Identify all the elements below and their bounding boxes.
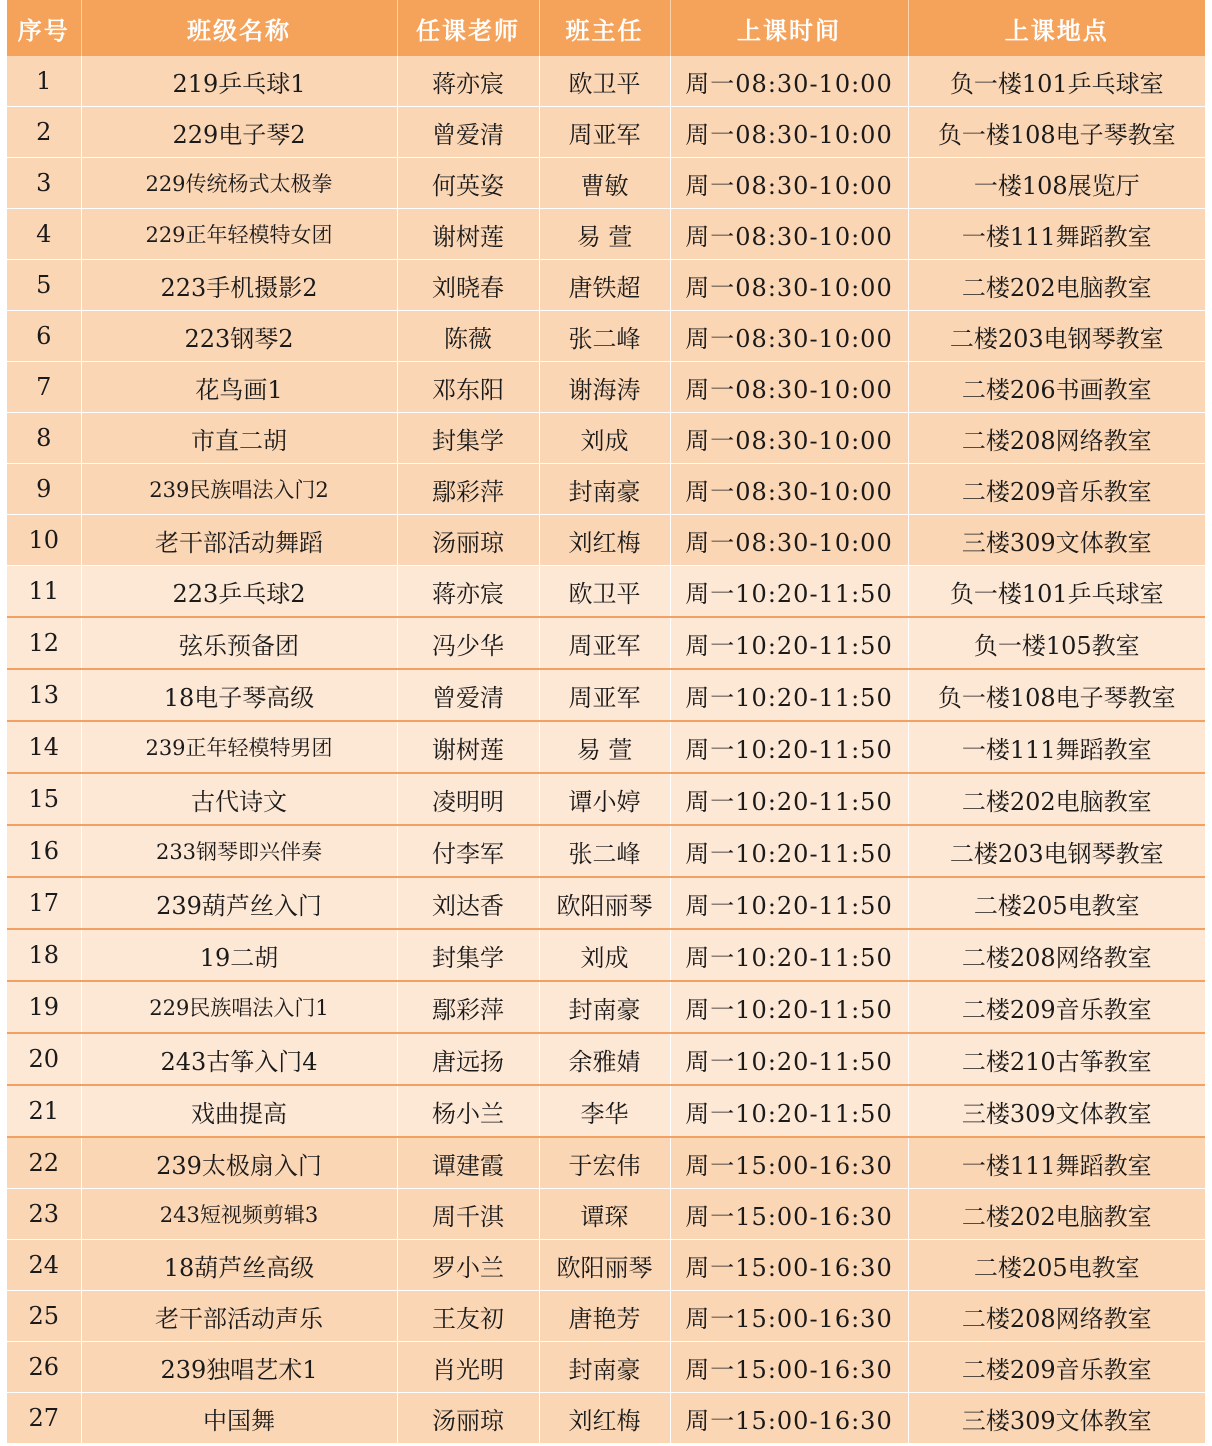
cell-time[interactable]: 周一08:30-10:00: [670, 413, 908, 464]
cell-teacher[interactable]: 付李军: [397, 825, 539, 877]
cell-time[interactable]: 周一15:00-16:30: [670, 1137, 908, 1189]
cell-time[interactable]: 周一08:30-10:00: [670, 209, 908, 260]
cell-location[interactable]: 二楼202电脑教室: [908, 773, 1205, 825]
cell-no[interactable]: 10: [7, 515, 81, 566]
cell-no[interactable]: 24: [7, 1240, 81, 1291]
cell-time[interactable]: 周一15:00-16:30: [670, 1393, 908, 1444]
cell-location[interactable]: 二楼205电教室: [908, 877, 1205, 929]
cell-class-name[interactable]: 18葫芦丝高级: [81, 1240, 397, 1291]
cell-time[interactable]: 周一08:30-10:00: [670, 362, 908, 413]
table-row: [7, 260, 1205, 311]
cell-no[interactable]: 11: [7, 566, 81, 618]
cell-location[interactable]: 一楼111舞蹈教室: [908, 721, 1205, 773]
cell-no[interactable]: 1: [7, 56, 81, 107]
cell-teacher[interactable]: 何英姿: [397, 158, 539, 209]
cell-teacher[interactable]: 冯少华: [397, 617, 539, 669]
cell-no[interactable]: 18: [7, 929, 81, 981]
cell-class-name[interactable]: 243古筝入门4: [81, 1033, 397, 1085]
cell-teacher[interactable]: 周千淇: [397, 1189, 539, 1240]
cell-head-teacher[interactable]: 周亚军: [539, 617, 670, 669]
cell-time[interactable]: 周一10:20-11:50: [670, 566, 908, 618]
table-row: [7, 1393, 1205, 1444]
cell-class-name[interactable]: 古代诗文: [81, 773, 397, 825]
cell-class-name[interactable]: 229民族唱法入门1: [81, 981, 397, 1033]
table-row: [7, 981, 1205, 1033]
cell-no[interactable]: 19: [7, 981, 81, 1033]
table-row: [7, 669, 1205, 721]
cell-time[interactable]: 周一10:20-11:50: [670, 773, 908, 825]
cell-location[interactable]: 二楼203电钢琴教室: [908, 825, 1205, 877]
cell-no[interactable]: 3: [7, 158, 81, 209]
cell-head-teacher[interactable]: 欧阳丽琴: [539, 1240, 670, 1291]
cell-head-teacher[interactable]: 张二峰: [539, 825, 670, 877]
cell-teacher[interactable]: 肖光明: [397, 1342, 539, 1393]
cell-location[interactable]: 二楼208网络教室: [908, 413, 1205, 464]
cell-no[interactable]: 8: [7, 413, 81, 464]
cell-time[interactable]: 周一08:30-10:00: [670, 260, 908, 311]
header-row: [7, 0, 1205, 56]
header-location[interactable]: 上课地点: [908, 0, 1205, 56]
cell-class-name[interactable]: 花鸟画1: [81, 362, 397, 413]
cell-class-name[interactable]: 中国舞: [81, 1393, 397, 1444]
cell-time[interactable]: 周一10:20-11:50: [670, 825, 908, 877]
cell-no[interactable]: 16: [7, 825, 81, 877]
table-row: [7, 56, 1205, 107]
cell-location[interactable]: 二楼208网络教室: [908, 929, 1205, 981]
cell-class-name[interactable]: 223乒乓球2: [81, 566, 397, 618]
cell-time[interactable]: 周一10:20-11:50: [670, 981, 908, 1033]
cell-time[interactable]: 周一15:00-16:30: [670, 1291, 908, 1342]
cell-teacher[interactable]: 封集学: [397, 413, 539, 464]
cell-no[interactable]: 20: [7, 1033, 81, 1085]
cell-no[interactable]: 21: [7, 1085, 81, 1137]
cell-no[interactable]: 25: [7, 1291, 81, 1342]
cell-location[interactable]: 三楼309文体教室: [908, 1085, 1205, 1137]
cell-location[interactable]: 一楼108展览厅: [908, 158, 1205, 209]
cell-teacher[interactable]: 罗小兰: [397, 1240, 539, 1291]
cell-location[interactable]: 负一楼108电子琴教室: [908, 107, 1205, 158]
cell-location[interactable]: 二楼206书画教室: [908, 362, 1205, 413]
cell-teacher[interactable]: 唐远扬: [397, 1033, 539, 1085]
table-row: [7, 515, 1205, 566]
cell-class-name[interactable]: 239民族唱法入门2: [81, 464, 397, 515]
cell-no[interactable]: 5: [7, 260, 81, 311]
cell-time[interactable]: 周一10:20-11:50: [670, 877, 908, 929]
header-class-name[interactable]: 班级名称: [81, 0, 397, 56]
cell-class-name[interactable]: 223手机摄影2: [81, 260, 397, 311]
cell-class-name[interactable]: 239正年轻模特男团: [81, 721, 397, 773]
table-row: [7, 1240, 1205, 1291]
cell-location[interactable]: 一楼111舞蹈教室: [908, 209, 1205, 260]
table-row: [7, 1342, 1205, 1393]
cell-location[interactable]: 二楼205电教室: [908, 1240, 1205, 1291]
cell-head-teacher[interactable]: 余雅婧: [539, 1033, 670, 1085]
table-row: [7, 464, 1205, 515]
table-row: [7, 1085, 1205, 1137]
cell-class-name[interactable]: 18电子琴高级: [81, 669, 397, 721]
cell-time[interactable]: 周一08:30-10:00: [670, 464, 908, 515]
cell-location[interactable]: 二楼209音乐教室: [908, 464, 1205, 515]
cell-time[interactable]: 周一10:20-11:50: [670, 1085, 908, 1137]
cell-time[interactable]: 周一10:20-11:50: [670, 669, 908, 721]
cell-head-teacher[interactable]: 李华: [539, 1085, 670, 1137]
cell-class-name[interactable]: 243短视频剪辑3: [81, 1189, 397, 1240]
cell-location[interactable]: 一楼111舞蹈教室: [908, 1137, 1205, 1189]
cell-class-name[interactable]: 老干部活动声乐: [81, 1291, 397, 1342]
cell-no[interactable]: 4: [7, 209, 81, 260]
cell-no[interactable]: 6: [7, 311, 81, 362]
cell-teacher[interactable]: 谢树莲: [397, 721, 539, 773]
cell-teacher[interactable]: 陈薇: [397, 311, 539, 362]
cell-head-teacher[interactable]: 张二峰: [539, 311, 670, 362]
cell-time[interactable]: 周一15:00-16:30: [670, 1189, 908, 1240]
header-head-teacher[interactable]: 班主任: [539, 0, 670, 56]
cell-teacher[interactable]: 谢树莲: [397, 209, 539, 260]
cell-teacher[interactable]: 曾爱清: [397, 669, 539, 721]
schedule-sheet: [7, 0, 1205, 1444]
cell-head-teacher[interactable]: 曹敏: [539, 158, 670, 209]
cell-no[interactable]: 2: [7, 107, 81, 158]
table-row: [7, 1033, 1205, 1085]
cell-teacher[interactable]: 鄢彩萍: [397, 464, 539, 515]
cell-teacher[interactable]: 蒋亦宸: [397, 566, 539, 618]
table-row: [7, 721, 1205, 773]
table-row: [7, 825, 1205, 877]
table-row: [7, 1189, 1205, 1240]
table-row: [7, 617, 1205, 669]
cell-head-teacher[interactable]: 唐艳芳: [539, 1291, 670, 1342]
cell-head-teacher[interactable]: 欧卫平: [539, 56, 670, 107]
cell-head-teacher[interactable]: 封南豪: [539, 1342, 670, 1393]
cell-head-teacher[interactable]: 周亚军: [539, 669, 670, 721]
cell-time[interactable]: 周一08:30-10:00: [670, 311, 908, 362]
header-teacher[interactable]: 任课老师: [397, 0, 539, 56]
cell-location[interactable]: 二楼203电钢琴教室: [908, 311, 1205, 362]
cell-class-name[interactable]: 233钢琴即兴伴奏: [81, 825, 397, 877]
cell-time[interactable]: 周一10:20-11:50: [670, 617, 908, 669]
cell-class-name[interactable]: 239太极扇入门: [81, 1137, 397, 1189]
cell-location[interactable]: 二楼202电脑教室: [908, 260, 1205, 311]
cell-teacher[interactable]: 封集学: [397, 929, 539, 981]
cell-teacher[interactable]: 刘达香: [397, 877, 539, 929]
cell-head-teacher[interactable]: 唐铁超: [539, 260, 670, 311]
cell-location[interactable]: 负一楼108电子琴教室: [908, 669, 1205, 721]
cell-head-teacher[interactable]: 刘成: [539, 929, 670, 981]
cell-no[interactable]: 22: [7, 1137, 81, 1189]
cell-head-teacher[interactable]: 欧卫平: [539, 566, 670, 618]
cell-head-teacher[interactable]: 封南豪: [539, 464, 670, 515]
cell-location[interactable]: 负一楼101乒乓球室: [908, 56, 1205, 107]
cell-time[interactable]: 周一10:20-11:50: [670, 721, 908, 773]
cell-location[interactable]: 三楼309文体教室: [908, 515, 1205, 566]
cell-no[interactable]: 14: [7, 721, 81, 773]
header-no[interactable]: 序号: [7, 0, 81, 56]
cell-teacher[interactable]: 蒋亦宸: [397, 56, 539, 107]
cell-teacher[interactable]: 汤丽琼: [397, 515, 539, 566]
cell-head-teacher[interactable]: 于宏伟: [539, 1137, 670, 1189]
cell-head-teacher[interactable]: 谭琛: [539, 1189, 670, 1240]
cell-location[interactable]: 二楼202电脑教室: [908, 1189, 1205, 1240]
header-time[interactable]: 上课时间: [670, 0, 908, 56]
cell-class-name[interactable]: 229电子琴2: [81, 107, 397, 158]
cell-time[interactable]: 周一08:30-10:00: [670, 515, 908, 566]
cell-head-teacher[interactable]: 刘红梅: [539, 515, 670, 566]
cell-head-teacher[interactable]: 谢海涛: [539, 362, 670, 413]
cell-no[interactable]: 12: [7, 617, 81, 669]
cell-head-teacher[interactable]: 封南豪: [539, 981, 670, 1033]
table-row: [7, 1291, 1205, 1342]
cell-class-name[interactable]: 229传统杨式太极拳: [81, 158, 397, 209]
cell-no[interactable]: 17: [7, 877, 81, 929]
cell-time[interactable]: 周一10:20-11:50: [670, 929, 908, 981]
table-row: [7, 413, 1205, 464]
table-row: [7, 311, 1205, 362]
cell-teacher[interactable]: 邓东阳: [397, 362, 539, 413]
cell-location[interactable]: 负一楼101乒乓球室: [908, 566, 1205, 618]
cell-class-name[interactable]: 239葫芦丝入门: [81, 877, 397, 929]
table-row: [7, 773, 1205, 825]
cell-no[interactable]: 26: [7, 1342, 81, 1393]
cell-location[interactable]: 三楼309文体教室: [908, 1393, 1205, 1444]
cell-class-name[interactable]: 219乒乓球1: [81, 56, 397, 107]
cell-head-teacher[interactable]: 欧阳丽琴: [539, 877, 670, 929]
cell-class-name[interactable]: 老干部活动舞蹈: [81, 515, 397, 566]
cell-time[interactable]: 周一08:30-10:00: [670, 107, 908, 158]
cell-teacher[interactable]: 王友初: [397, 1291, 539, 1342]
table-row: [7, 158, 1205, 209]
cell-no[interactable]: 13: [7, 669, 81, 721]
cell-class-name[interactable]: 223钢琴2: [81, 311, 397, 362]
cell-location[interactable]: 二楼208网络教室: [908, 1291, 1205, 1342]
cell-class-name[interactable]: 239独唱艺术1: [81, 1342, 397, 1393]
cell-teacher[interactable]: 杨小兰: [397, 1085, 539, 1137]
cell-time[interactable]: 周一10:20-11:50: [670, 1033, 908, 1085]
table-row: [7, 209, 1205, 260]
cell-head-teacher[interactable]: 刘成: [539, 413, 670, 464]
cell-location[interactable]: 二楼209音乐教室: [908, 981, 1205, 1033]
cell-head-teacher[interactable]: 易 萱: [539, 209, 670, 260]
cell-head-teacher[interactable]: 谭小婷: [539, 773, 670, 825]
cell-class-name[interactable]: 市直二胡: [81, 413, 397, 464]
cell-no[interactable]: 23: [7, 1189, 81, 1240]
cell-no[interactable]: 27: [7, 1393, 81, 1444]
cell-time[interactable]: 周一08:30-10:00: [670, 158, 908, 209]
schedule-table: [7, 0, 1205, 1444]
cell-teacher[interactable]: 谭建霞: [397, 1137, 539, 1189]
table-row: [7, 566, 1205, 618]
cell-location[interactable]: 二楼210古筝教室: [908, 1033, 1205, 1085]
cell-class-name[interactable]: 弦乐预备团: [81, 617, 397, 669]
cell-head-teacher[interactable]: 刘红梅: [539, 1393, 670, 1444]
table-row: [7, 1137, 1205, 1189]
table-row: [7, 877, 1205, 929]
cell-location[interactable]: 负一楼105教室: [908, 617, 1205, 669]
cell-teacher[interactable]: 刘晓春: [397, 260, 539, 311]
table-row: [7, 929, 1205, 981]
table-row: [7, 107, 1205, 158]
cell-teacher[interactable]: 鄢彩萍: [397, 981, 539, 1033]
cell-time[interactable]: 周一08:30-10:00: [670, 56, 908, 107]
table-row: [7, 362, 1205, 413]
cell-location[interactable]: 二楼209音乐教室: [908, 1342, 1205, 1393]
cell-head-teacher[interactable]: 易 萱: [539, 721, 670, 773]
cell-time[interactable]: 周一15:00-16:30: [670, 1342, 908, 1393]
cell-class-name[interactable]: 戏曲提高: [81, 1085, 397, 1137]
cell-no[interactable]: 15: [7, 773, 81, 825]
cell-teacher[interactable]: 凌明明: [397, 773, 539, 825]
cell-time[interactable]: 周一15:00-16:30: [670, 1240, 908, 1291]
cell-teacher[interactable]: 曾爱清: [397, 107, 539, 158]
cell-no[interactable]: 9: [7, 464, 81, 515]
cell-teacher[interactable]: 汤丽琼: [397, 1393, 539, 1444]
cell-no[interactable]: 7: [7, 362, 81, 413]
cell-class-name[interactable]: 229正年轻模特女团: [81, 209, 397, 260]
cell-class-name[interactable]: 19二胡: [81, 929, 397, 981]
cell-head-teacher[interactable]: 周亚军: [539, 107, 670, 158]
